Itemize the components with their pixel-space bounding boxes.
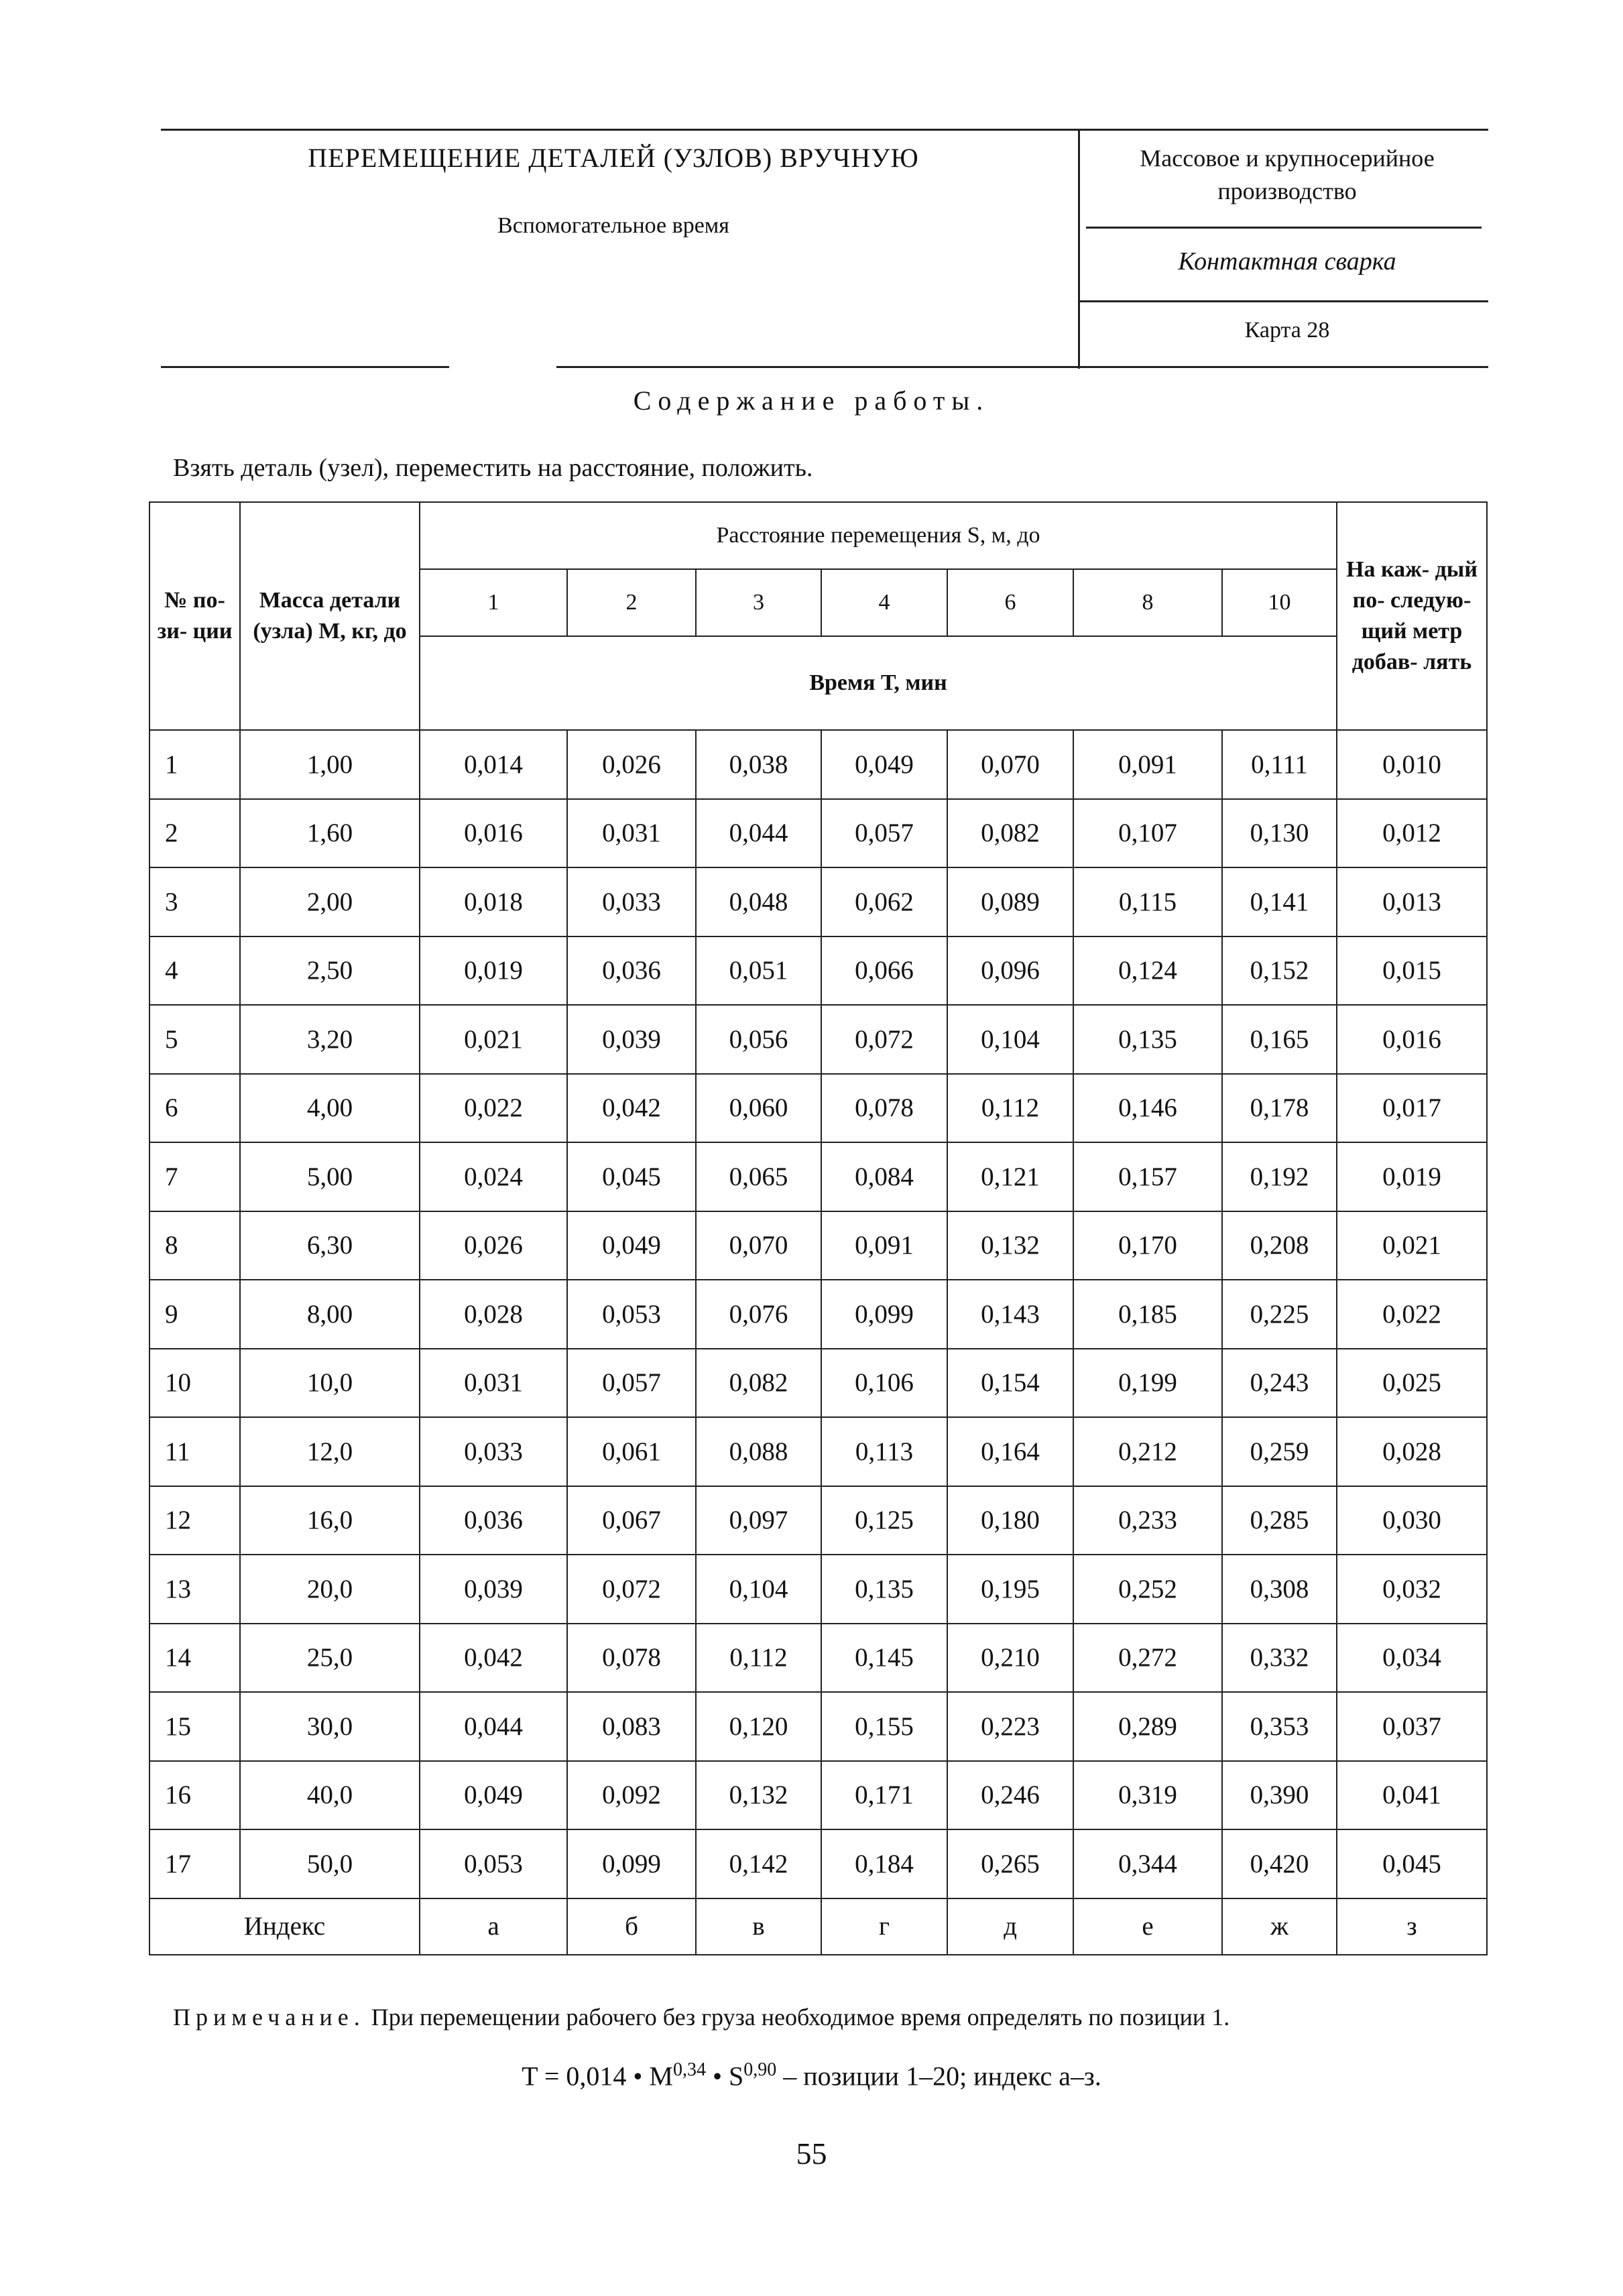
time-cell: 0,308 <box>1222 1555 1337 1624</box>
time-cell: 0,120 <box>696 1692 821 1761</box>
time-cell: 0,060 <box>696 1074 821 1143</box>
time-cell: 0,130 <box>1222 799 1337 868</box>
header-distance-value: 4 <box>821 569 947 636</box>
time-cell: 0,145 <box>821 1624 947 1693</box>
time-cell: 0,112 <box>947 1074 1073 1143</box>
table-row <box>149 799 1487 868</box>
header-distance-value: 3 <box>696 569 821 636</box>
header-time: Время Т, мин <box>420 636 1337 730</box>
time-cell: 0,272 <box>1073 1624 1222 1693</box>
time-cell: 0,121 <box>947 1142 1073 1211</box>
time-cell: 0,265 <box>947 1829 1073 1898</box>
each-meter-cell: 0,013 <box>1337 867 1487 936</box>
time-cell: 0,076 <box>696 1280 821 1349</box>
time-cell: 0,082 <box>947 799 1073 868</box>
header-distance: Расстояние перемещения S, м, до <box>420 502 1337 569</box>
time-cell: 0,078 <box>821 1074 947 1143</box>
time-cell: 0,049 <box>821 730 947 799</box>
time-cell: 0,072 <box>821 1005 947 1074</box>
formula-m-exponent: 0,34 <box>672 2059 706 2080</box>
time-cell: 0,042 <box>567 1074 696 1143</box>
time-cell: 0,170 <box>1073 1211 1222 1280</box>
time-cell: 0,049 <box>567 1211 696 1280</box>
each-meter-cell: 0,022 <box>1337 1280 1487 1349</box>
formula-suffix: – позиции 1–20; индекс а–з. <box>776 2061 1101 2092</box>
each-meter-cell: 0,032 <box>1337 1555 1487 1624</box>
time-cell: 0,053 <box>567 1280 696 1349</box>
footnote-label: Примечание. <box>173 2004 365 2031</box>
time-cell: 0,390 <box>1222 1761 1337 1830</box>
index-cell: е <box>1073 1898 1222 1955</box>
time-cell: 0,091 <box>1073 730 1222 799</box>
time-cell: 0,088 <box>696 1417 821 1486</box>
mass-cell: 30,0 <box>240 1692 420 1761</box>
mass-cell: 25,0 <box>240 1624 420 1693</box>
time-cell: 0,107 <box>1073 799 1222 868</box>
time-cell: 0,091 <box>821 1211 947 1280</box>
time-cell: 0,233 <box>1073 1486 1222 1555</box>
time-cell: 0,135 <box>821 1555 947 1624</box>
index-cell: д <box>947 1898 1073 1955</box>
time-cell: 0,185 <box>1073 1280 1222 1349</box>
time-cell: 0,031 <box>420 1349 567 1418</box>
time-cell: 0,332 <box>1222 1624 1337 1693</box>
mass-cell: 5,00 <box>240 1142 420 1211</box>
position-cell: 11 <box>149 1417 240 1486</box>
time-cell: 0,225 <box>1222 1280 1337 1349</box>
formula-prefix: T = 0,014 • M <box>522 2061 673 2092</box>
time-cell: 0,018 <box>420 867 567 936</box>
time-cell: 0,016 <box>420 799 567 868</box>
mass-cell: 1,00 <box>240 730 420 799</box>
time-cell: 0,026 <box>420 1211 567 1280</box>
time-cell: 0,072 <box>567 1555 696 1624</box>
time-cell: 0,061 <box>567 1417 696 1486</box>
time-cell: 0,036 <box>420 1486 567 1555</box>
position-cell: 7 <box>149 1142 240 1211</box>
time-cell: 0,154 <box>947 1349 1073 1418</box>
position-cell: 3 <box>149 867 240 936</box>
time-cell: 0,195 <box>947 1555 1073 1624</box>
each-meter-cell: 0,012 <box>1337 799 1487 868</box>
table-row <box>149 1761 1487 1830</box>
work-description: Взять деталь (узел), переместить на расстояние, положить. <box>173 454 813 482</box>
each-meter-cell: 0,034 <box>1337 1624 1487 1693</box>
time-cell: 0,141 <box>1222 867 1337 936</box>
time-cell: 0,082 <box>696 1349 821 1418</box>
position-cell: 8 <box>149 1211 240 1280</box>
time-cell: 0,057 <box>567 1349 696 1418</box>
time-cell: 0,024 <box>420 1142 567 1211</box>
time-cell: 0,070 <box>696 1211 821 1280</box>
time-cell: 0,026 <box>567 730 696 799</box>
header-each-meter: На каж- дый по- следую- щий метр добав- лять <box>1337 502 1487 730</box>
time-cell: 0,070 <box>947 730 1073 799</box>
mass-cell: 50,0 <box>240 1829 420 1898</box>
mass-cell: 8,00 <box>240 1280 420 1349</box>
time-cell: 0,104 <box>947 1005 1073 1074</box>
header-position: № по- зи- ции <box>149 502 240 730</box>
time-cell: 0,053 <box>420 1829 567 1898</box>
time-cell: 0,124 <box>1073 936 1222 1006</box>
page-number: 55 <box>796 2136 827 2171</box>
time-cell: 0,083 <box>567 1692 696 1761</box>
header-distance-value: 2 <box>567 569 696 636</box>
time-cell: 0,078 <box>567 1624 696 1693</box>
time-cell: 0,157 <box>1073 1142 1222 1211</box>
process-type: Контактная сварка <box>1178 247 1396 276</box>
time-cell: 0,031 <box>567 799 696 868</box>
time-cell: 0,171 <box>821 1761 947 1830</box>
position-cell: 2 <box>149 799 240 868</box>
position-cell: 1 <box>149 730 240 799</box>
mass-cell: 16,0 <box>240 1486 420 1555</box>
header-bottom-rule-right <box>556 366 1488 368</box>
time-cell: 0,022 <box>420 1074 567 1143</box>
mass-cell: 12,0 <box>240 1417 420 1486</box>
each-meter-cell: 0,016 <box>1337 1005 1487 1074</box>
table-row <box>149 1486 1487 1555</box>
time-cell: 0,112 <box>696 1624 821 1693</box>
footnote-text: При перемещении рабочего без груза необходимое время определять по позиции 1. <box>371 2004 1230 2031</box>
each-meter-cell: 0,041 <box>1337 1761 1487 1830</box>
time-cell: 0,246 <box>947 1761 1073 1830</box>
header-mass: Масса детали (узла) М, кг, до <box>240 502 420 730</box>
time-cell: 0,099 <box>821 1280 947 1349</box>
position-cell: 4 <box>149 936 240 1006</box>
header-distance-value: 10 <box>1222 569 1337 636</box>
table-row <box>149 1211 1487 1280</box>
each-meter-cell: 0,045 <box>1337 1829 1487 1898</box>
time-cell: 0,066 <box>821 936 947 1006</box>
table-row <box>149 1280 1487 1349</box>
time-cell: 0,065 <box>696 1142 821 1211</box>
index-cell: з <box>1337 1898 1487 1955</box>
time-cell: 0,062 <box>821 867 947 936</box>
table-row <box>149 730 1487 799</box>
mass-cell: 6,30 <box>240 1211 420 1280</box>
time-cell: 0,184 <box>821 1829 947 1898</box>
footnote <box>173 2003 1500 2031</box>
time-norms-table <box>149 501 1488 1955</box>
header-top-rule <box>161 129 1079 131</box>
time-cell: 0,096 <box>947 936 1073 1006</box>
time-cell: 0,125 <box>821 1486 947 1555</box>
time-cell: 0,223 <box>947 1692 1073 1761</box>
mass-cell: 3,20 <box>240 1005 420 1074</box>
page-subtitle: Вспомогательное время <box>497 213 729 238</box>
time-cell: 0,021 <box>420 1005 567 1074</box>
table-row <box>149 1624 1487 1693</box>
time-cell: 0,048 <box>696 867 821 936</box>
time-cell: 0,132 <box>696 1761 821 1830</box>
time-cell: 0,146 <box>1073 1074 1222 1143</box>
each-meter-cell: 0,025 <box>1337 1349 1487 1418</box>
each-meter-cell: 0,010 <box>1337 730 1487 799</box>
header-bottom-rule-left <box>161 366 449 368</box>
time-cell: 0,028 <box>420 1280 567 1349</box>
table-row <box>149 1555 1487 1624</box>
time-cell: 0,132 <box>947 1211 1073 1280</box>
time-cell: 0,019 <box>420 936 567 1006</box>
time-cell: 0,252 <box>1073 1555 1222 1624</box>
time-cell: 0,208 <box>1222 1211 1337 1280</box>
formula-s-exponent: 0,90 <box>743 2059 777 2080</box>
time-cell: 0,106 <box>821 1349 947 1418</box>
each-meter-cell: 0,021 <box>1337 1211 1487 1280</box>
time-cell: 0,057 <box>821 799 947 868</box>
position-cell: 9 <box>149 1280 240 1349</box>
each-meter-cell: 0,037 <box>1337 1692 1487 1761</box>
mass-cell: 1,60 <box>240 799 420 868</box>
time-cell: 0,210 <box>947 1624 1073 1693</box>
each-meter-cell: 0,017 <box>1337 1074 1487 1143</box>
time-cell: 0,243 <box>1222 1349 1337 1418</box>
time-cell: 0,038 <box>696 730 821 799</box>
time-cell: 0,014 <box>420 730 567 799</box>
time-cell: 0,259 <box>1222 1417 1337 1486</box>
index-cell: г <box>821 1898 947 1955</box>
table-row <box>149 1692 1487 1761</box>
content-title: Содержание работы. <box>633 385 990 416</box>
card-number: Карта 28 <box>1244 318 1330 343</box>
each-meter-cell: 0,015 <box>1337 936 1487 1006</box>
table-row <box>149 1142 1487 1211</box>
position-cell: 17 <box>149 1829 240 1898</box>
time-cell: 0,164 <box>947 1417 1073 1486</box>
table-row <box>149 1417 1487 1486</box>
table-row <box>149 1005 1487 1074</box>
time-cell: 0,049 <box>420 1761 567 1830</box>
time-cell: 0,099 <box>567 1829 696 1898</box>
each-meter-cell: 0,028 <box>1337 1417 1487 1486</box>
header-right-rule-2 <box>1079 300 1488 302</box>
mass-cell: 2,50 <box>240 936 420 1006</box>
time-cell: 0,113 <box>821 1417 947 1486</box>
time-cell: 0,142 <box>696 1829 821 1898</box>
time-cell: 0,092 <box>567 1761 696 1830</box>
time-cell: 0,115 <box>1073 867 1222 936</box>
header-top-rule-right <box>1079 129 1488 131</box>
position-cell: 14 <box>149 1624 240 1693</box>
header-distance-value: 1 <box>420 569 567 636</box>
index-cell: в <box>696 1898 821 1955</box>
time-cell: 0,155 <box>821 1692 947 1761</box>
time-cell: 0,353 <box>1222 1692 1337 1761</box>
time-cell: 0,192 <box>1222 1142 1337 1211</box>
header-distance-value: 8 <box>1073 569 1222 636</box>
time-cell: 0,084 <box>821 1142 947 1211</box>
header-distance-value: 6 <box>947 569 1073 636</box>
time-cell: 0,033 <box>567 867 696 936</box>
time-cell: 0,289 <box>1073 1692 1222 1761</box>
table-row <box>149 1829 1487 1898</box>
time-cell: 0,067 <box>567 1486 696 1555</box>
position-cell: 10 <box>149 1349 240 1418</box>
position-cell: 5 <box>149 1005 240 1074</box>
position-cell: 16 <box>149 1761 240 1830</box>
page-title: ПЕРЕМЕЩЕНИЕ ДЕТАЛЕЙ (УЗЛОВ) ВРУЧНУЮ <box>308 143 919 173</box>
time-cell: 0,097 <box>696 1486 821 1555</box>
time-cell: 0,180 <box>947 1486 1073 1555</box>
time-cell: 0,044 <box>696 799 821 868</box>
position-cell: 13 <box>149 1555 240 1624</box>
position-cell: 6 <box>149 1074 240 1143</box>
table-row <box>149 936 1487 1006</box>
header-right-rule-1 <box>1086 227 1482 229</box>
mass-cell: 2,00 <box>240 867 420 936</box>
time-cell: 0,420 <box>1222 1829 1337 1898</box>
time-cell: 0,039 <box>567 1005 696 1074</box>
time-cell: 0,089 <box>947 867 1073 936</box>
time-cell: 0,199 <box>1073 1349 1222 1418</box>
time-cell: 0,044 <box>420 1692 567 1761</box>
index-cell: а <box>420 1898 567 1955</box>
formula <box>0 2059 1623 2092</box>
mass-cell: 40,0 <box>240 1761 420 1830</box>
time-cell: 0,051 <box>696 936 821 1006</box>
time-cell: 0,135 <box>1073 1005 1222 1074</box>
table-row <box>149 1074 1487 1143</box>
time-cell: 0,285 <box>1222 1486 1337 1555</box>
table-row <box>149 867 1487 936</box>
position-cell: 15 <box>149 1692 240 1761</box>
production-type: Массовое и крупносерийное производство <box>1140 145 1435 204</box>
each-meter-cell: 0,019 <box>1337 1142 1487 1211</box>
time-cell: 0,036 <box>567 936 696 1006</box>
time-cell: 0,042 <box>420 1624 567 1693</box>
time-cell: 0,056 <box>696 1005 821 1074</box>
position-cell: 12 <box>149 1486 240 1555</box>
index-cell: б <box>567 1898 696 1955</box>
formula-mid: • S <box>705 2061 744 2092</box>
table-row <box>149 1349 1487 1418</box>
index-label: Индекс <box>149 1898 420 1955</box>
time-cell: 0,319 <box>1073 1761 1222 1830</box>
time-cell: 0,143 <box>947 1280 1073 1349</box>
index-cell: ж <box>1222 1898 1337 1955</box>
time-cell: 0,152 <box>1222 936 1337 1006</box>
mass-cell: 20,0 <box>240 1555 420 1624</box>
time-cell: 0,111 <box>1222 730 1337 799</box>
time-cell: 0,104 <box>696 1555 821 1624</box>
time-cell: 0,045 <box>567 1142 696 1211</box>
each-meter-cell: 0,030 <box>1337 1486 1487 1555</box>
mass-cell: 4,00 <box>240 1074 420 1143</box>
index-row <box>149 1898 1487 1955</box>
time-cell: 0,212 <box>1073 1417 1222 1486</box>
time-cell: 0,039 <box>420 1555 567 1624</box>
time-cell: 0,178 <box>1222 1074 1337 1143</box>
time-cell: 0,033 <box>420 1417 567 1486</box>
time-cell: 0,344 <box>1073 1829 1222 1898</box>
time-cell: 0,165 <box>1222 1005 1337 1074</box>
mass-cell: 10,0 <box>240 1349 420 1418</box>
